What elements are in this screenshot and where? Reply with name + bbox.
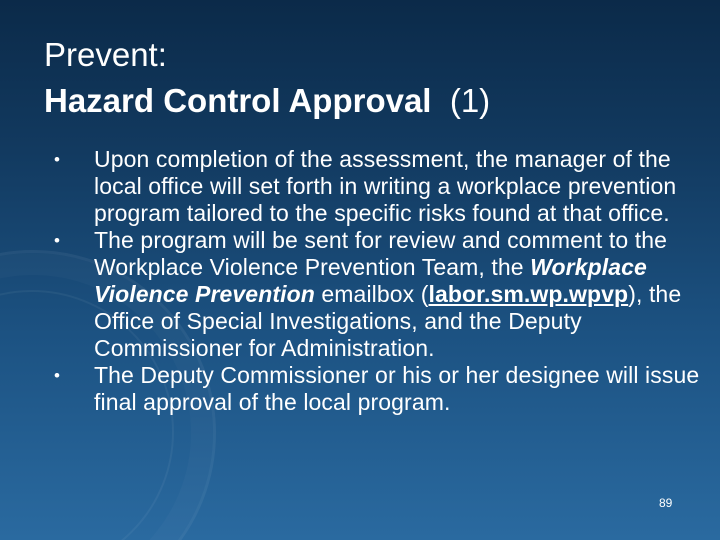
- bullet-item: [54, 227, 700, 362]
- bullet-dot-icon: •: [54, 366, 61, 385]
- bullet-text: ), the Office of Special Investigations, and the Deputy Commissioner for Administration.: [94, 281, 682, 361]
- title-main: Hazard Control Approval: [44, 82, 432, 119]
- title-line-1: Prevent:: [44, 36, 167, 73]
- bullet-list: [54, 146, 700, 416]
- bullet-item: [54, 146, 700, 227]
- bullet-text: Upon completion of the assessment, the manager of the local office will set forth in writing a workplace prevention program tailored to the specific risks found at that office.: [94, 146, 677, 226]
- title-line-2: [44, 78, 490, 124]
- bullet-dot-icon: •: [54, 150, 61, 169]
- bullet-text: The program will be sent for review and comment to the Workplace Violence Prevention Team, the: [94, 227, 667, 280]
- page-number: 89: [659, 496, 673, 510]
- bullet-text: The Deputy Commissioner or his or her designee will issue final approval of the local program.: [94, 362, 700, 415]
- bullet-item: [54, 362, 700, 416]
- bullet-dot-icon: •: [54, 231, 61, 250]
- title-suffix: (1): [449, 82, 491, 119]
- bullet-emphasis: Workplace Violence Prevention: [94, 254, 647, 307]
- bullet-text: emailbox (: [314, 281, 429, 307]
- slide-title: [44, 32, 490, 124]
- email-link[interactable]: labor.sm.wp.wpvp: [428, 281, 629, 307]
